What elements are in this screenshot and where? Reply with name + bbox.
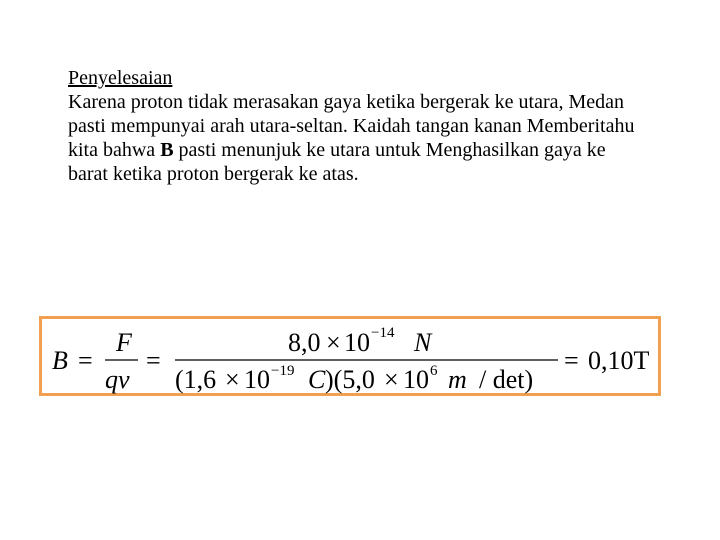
den-open: (1,6	[175, 365, 217, 394]
frac1-numerator: F	[116, 328, 132, 357]
paragraph-text-2: pasti menunjuk ke utara untuk Menghasilkan gaya ke barat ketika proton bergerak ke atas.	[68, 139, 606, 185]
frac2-num-times: ×	[326, 328, 341, 357]
den-ten-2: 10	[403, 365, 429, 394]
frac2-num-ten: 10	[344, 328, 370, 357]
formula-box	[39, 316, 661, 396]
den-exponent-1: −19	[271, 363, 295, 379]
frac2-num-mantissa: 8,0	[288, 328, 321, 357]
formula-eq-1: =	[78, 346, 93, 375]
den-unit-2b: / det)	[479, 365, 534, 394]
den-unit-2a: m	[448, 365, 467, 394]
den-exponent-2: 6	[430, 363, 438, 379]
frac2-num-exponent: −14	[371, 325, 395, 341]
den-unit-1: C	[308, 365, 326, 394]
den-times-1: ×	[225, 365, 240, 394]
frac2-num-unit: N	[414, 328, 432, 357]
frac1-denominator: qv	[105, 365, 130, 394]
solution-heading: Penyelesaian	[68, 67, 173, 89]
solution-paragraph	[68, 90, 638, 186]
den-ten-1: 10	[244, 365, 270, 394]
formula-lhs: B	[52, 346, 68, 375]
paragraph-bold-B: B	[160, 139, 174, 161]
formula-result: 0,10T	[588, 346, 650, 375]
formula-eq-3: =	[564, 346, 579, 375]
formula-equation	[42, 319, 664, 399]
paragraph-text-1: Karena proton tidak merasakan gaya ketika bergerak ke utara, Medan pasti mempunyai arah utara-seltan. Kaidah tangan kanan Memberitahu kita bahwa	[68, 91, 635, 161]
solution-text	[68, 66, 638, 186]
formula-eq-2: =	[146, 346, 161, 375]
den-times-2: ×	[384, 365, 399, 394]
den-mid: )(5,0	[325, 365, 375, 394]
